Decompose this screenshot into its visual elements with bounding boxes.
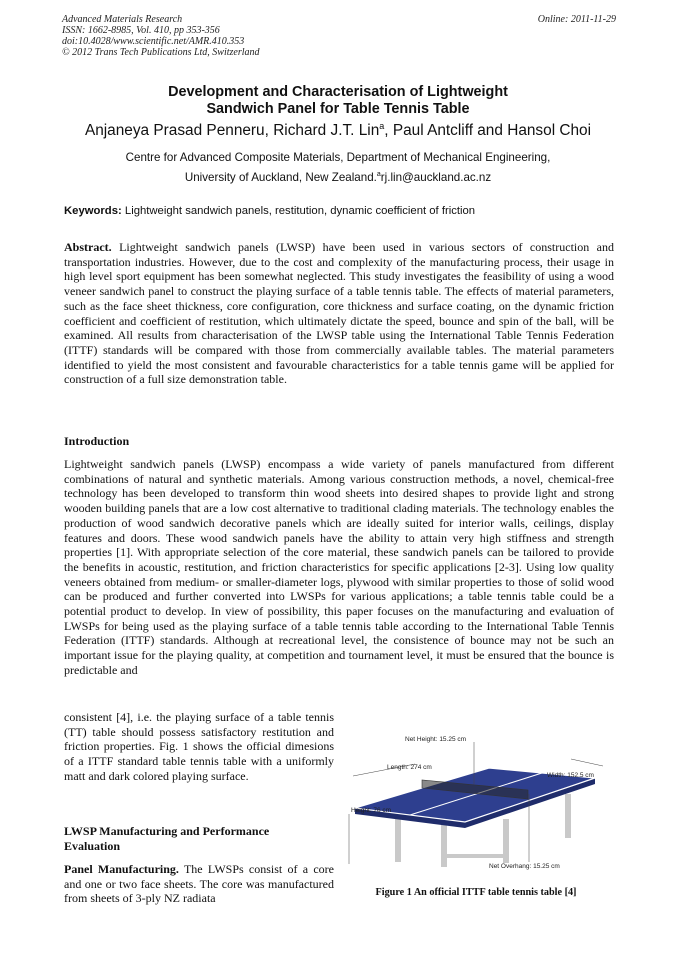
leg-crossbar xyxy=(443,854,505,858)
net-height-label: Net Height: 15.25 cm xyxy=(405,736,467,743)
author-2: Richard J.T. Lin xyxy=(273,122,380,140)
table-tennis-figure xyxy=(343,724,609,892)
keywords-text: Lightweight sandwich panels, restitution, dynamic coefficient of friction xyxy=(124,205,476,217)
online-date: Online: 2011-11-29 xyxy=(537,14,616,25)
paper-title xyxy=(62,84,614,118)
introduction-heading: Introduction xyxy=(64,434,130,448)
length-label: Length: 274 cm xyxy=(387,764,432,771)
author-list: Anjaneya Prasad Penneru, Richard J.T. Lin$^a$, Paul Antcliff and Hansol Choi xyxy=(84,121,592,140)
leg-front-mid xyxy=(441,819,447,867)
panel-manufacturing-label: Panel Manufacturing. xyxy=(64,862,179,876)
panel-manufacturing-text: The LWSPs consist of a core and one or two face sheets. The core was manufactured from sheets of 3-ply NZ radiata xyxy=(64,862,334,906)
panel-manufacturing-para xyxy=(64,862,334,906)
affiliation-line-2 xyxy=(62,171,614,184)
journal-name: Advanced Materials Research xyxy=(62,14,183,25)
journal-header xyxy=(62,14,260,58)
title-line-1: Development and Characterisation of Lightweight xyxy=(168,84,508,100)
section-heading-line-2: Evaluation xyxy=(64,839,121,853)
width-label: Width: 152.5 cm xyxy=(547,772,594,779)
section-heading xyxy=(64,824,269,854)
keywords-label: Keywords: xyxy=(64,205,122,217)
doi-line: doi:10.4028/www.scientific.net/AMR.410.353 xyxy=(62,36,245,47)
figure-caption: Figure 1 An official ITTF table tennis table [4] xyxy=(375,887,577,898)
author-email[interactable]: rj.lin@auckland.ac.nz xyxy=(380,171,492,184)
issn-line: ISSN: 1662-8985, Vol. 410, pp 353-356 xyxy=(62,25,220,36)
author-rest: , Paul Antcliff and Hansol Choi xyxy=(384,122,592,140)
author-2-sup: a xyxy=(379,121,385,131)
affiliation-location: University of Auckland, New Zealand. xyxy=(184,171,377,184)
affiliation-sup: a xyxy=(376,171,381,179)
leg-back-right xyxy=(565,794,571,838)
title-line-2: Sandwich Panel for Table Tennis Table xyxy=(206,101,470,117)
abstract-text: Lightweight sandwich panels (LWSP) have been used in various sectors of construction and transportation industries. However, due to the cost and complexity of the manufacturing process, their usage in high level sport equipment has been somewhat neglected. This study investigates the feasibility of using a wood veneer sandwich panel to construct the playing surface of a table tennis table. The effects of material parameters, such as the face sheet thickness, core configuration, core thickness and surface coating, on the dynamic friction coefficient and coefficient of restitution, which ultimately dictate the speed, bounce and spin of the ball, will be examined. All results from characterisation of the LWSP table using the International Table Tennis Federation (ITTF) standards will be compared with those from commercially available tables. The material parameters identified to yield the most consistent and favourable characteristics for a table tennis game will be applied for construction of a full size demonstration table. xyxy=(64,240,614,387)
height-label: Height: 76 cm xyxy=(351,807,392,814)
author-1: Anjaneya Prasad Penneru xyxy=(84,122,265,140)
affiliation-line-1: Centre for Advanced Composite Materials, Department of Mechanical Engineering, xyxy=(125,151,551,164)
introduction-continued: consistent [4], i.e. the playing surface of a table tennis (TT) table should possess satisfactory restitution and friction properties. Fig. 1 shows the official dimesions of a ITTF standard table tennis table with a uniformly matt and dark colored playing surface. xyxy=(64,710,334,783)
keywords xyxy=(64,205,616,217)
abstract-label: Abstract. xyxy=(64,240,112,254)
table-tennis-table-illustration xyxy=(343,724,609,892)
width-guide xyxy=(571,759,603,766)
introduction-text: Lightweight sandwich panels (LWSP) encompass a wide variety of panels manufactured from different combinations of natural and synthetic materials. Among various construction methods, a novel, chemical-free technology has been developed to transform thin wood sheets into desired shapes to provide light and strong wooden building panels that are a low cost alternative to traditional clading materials. The technology enables the production of wood sandwich decorative panels which are ideally suited for interior walls, ceilings, display features and doors. These wood sandwich panels have the ability to attain very high stiffness and strength properties [1]. With appropriate selection of the core material, these sandwich panels can be tailored to provide the benefits in acoustic, restitution, and friction characteristics for specific applications [2-3]. Using low quality veneers obtained from medium- or smaller-diameter logs, plywood with similar properties to those of solid wood can be produced and further converted into LWSPs for various applications; a table tennis table could be a potential product to develop. In view of possibility, this paper focuses on the manufacturing and evaluation of LWSPs for being used as the playing surface of a table tennis table according to the International Table Tennis Federation (ITTF) standards. Although at recreational level, the consistence of bounce may not be such an important issue for the playing quality, at competition and tournament level, it must be ensured that the bounce is predictable and xyxy=(64,457,614,677)
copyright-line: © 2012 Trans Tech Publications Ltd, Switzerland xyxy=(62,47,260,58)
abstract xyxy=(64,240,614,387)
section-heading-line-1: LWSP Manufacturing and Performance xyxy=(64,824,270,838)
overhang-label: Net Overhang: 15.25 cm xyxy=(489,863,560,870)
